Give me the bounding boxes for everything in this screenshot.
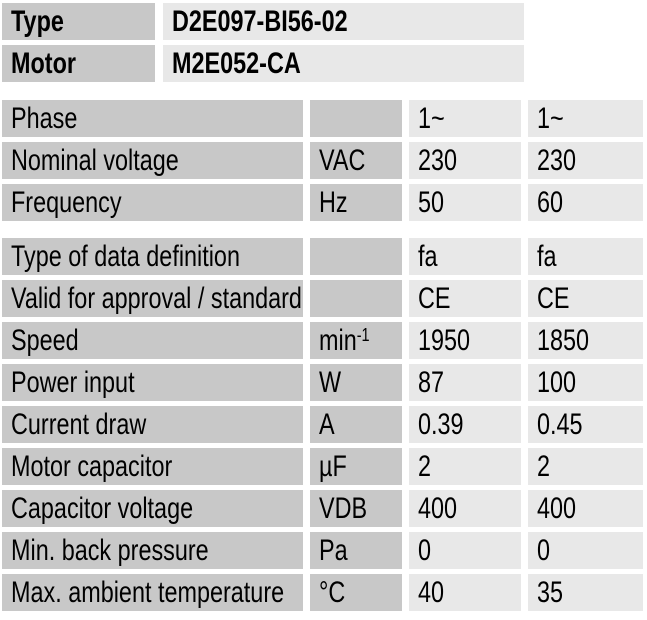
motor-capacitor-row-value-1: 2 bbox=[409, 448, 521, 485]
phase-row-unit bbox=[310, 100, 402, 137]
type-row-label: Type bbox=[2, 3, 155, 40]
motor-capacitor-row-value-2: 2 bbox=[528, 448, 643, 485]
speed-row-unit: $\min^{-1}$ bbox=[310, 322, 402, 359]
power-input-row-value-1: 87 bbox=[409, 364, 521, 401]
ambient-temperature-row-label: Max. ambient temperature bbox=[2, 574, 303, 611]
back-pressure-row-unit: Pa bbox=[310, 532, 402, 569]
frequency-row-value-1: 50 bbox=[409, 184, 521, 221]
speed-row-value-1: 1950 bbox=[409, 322, 521, 359]
data-definition-row-value-1: fa bbox=[409, 238, 521, 275]
power-input-row-value-2: 100 bbox=[528, 364, 643, 401]
frequency-row-unit: Hz bbox=[310, 184, 402, 221]
current-draw-row-value-1: 0.39 bbox=[409, 406, 521, 443]
speed-row-value-2: 1850 bbox=[528, 322, 643, 359]
power-table bbox=[2, 100, 647, 221]
title-table bbox=[2, 3, 647, 82]
phase-row-label: Phase bbox=[2, 100, 303, 137]
approval-row-value-1: CE bbox=[409, 280, 521, 317]
nominal-voltage-row-label: Nominal voltage bbox=[2, 142, 303, 179]
data-definition-row-value-2: fa bbox=[528, 238, 643, 275]
motor-capacitor-row-unit: µF bbox=[310, 448, 402, 485]
back-pressure-row-value-2: 0 bbox=[528, 532, 643, 569]
data-definition-row-label: Type of data definition bbox=[2, 238, 303, 275]
ambient-temperature-row-unit: °C bbox=[310, 574, 402, 611]
approval-row-value-2: CE bbox=[528, 280, 643, 317]
type-row-value: D2E097-BI56-02 bbox=[163, 3, 524, 40]
power-input-row-unit: W bbox=[310, 364, 402, 401]
power-input-row-label: Power input bbox=[2, 364, 303, 401]
motor-row-label: Motor bbox=[2, 45, 155, 82]
ambient-temperature-row-value-2: 35 bbox=[528, 574, 643, 611]
capacitor-voltage-row-value-2: 400 bbox=[528, 490, 643, 527]
current-draw-row-value-2: 0.45 bbox=[528, 406, 643, 443]
ambient-temperature-row-value-1: 40 bbox=[409, 574, 521, 611]
phase-row-value-2: 1~ bbox=[528, 100, 643, 137]
motor-row-value: M2E052-CA bbox=[163, 45, 524, 82]
nominal-voltage-row-unit: VAC bbox=[310, 142, 402, 179]
capacitor-voltage-row-label: Capacitor voltage bbox=[2, 490, 303, 527]
current-draw-row-unit: A bbox=[310, 406, 402, 443]
back-pressure-row-label: Min. back pressure bbox=[2, 532, 303, 569]
data-definition-row-unit bbox=[310, 238, 402, 275]
frequency-row-label: Frequency bbox=[2, 184, 303, 221]
approval-row-unit bbox=[310, 280, 402, 317]
frequency-row-value-2: 60 bbox=[528, 184, 643, 221]
back-pressure-row-value-1: 0 bbox=[409, 532, 521, 569]
phase-row-value-1: 1~ bbox=[409, 100, 521, 137]
capacitor-voltage-row-value-1: 400 bbox=[409, 490, 521, 527]
spec-table bbox=[2, 238, 647, 611]
current-draw-row-label: Current draw bbox=[2, 406, 303, 443]
motor-capacitor-row-label: Motor capacitor bbox=[2, 448, 303, 485]
capacitor-voltage-row-unit: VDB bbox=[310, 490, 402, 527]
approval-row-label: Valid for approval / standard bbox=[2, 280, 303, 317]
nominal-voltage-row-value-2: 230 bbox=[528, 142, 643, 179]
nominal-voltage-row-value-1: 230 bbox=[409, 142, 521, 179]
speed-row-label: Speed bbox=[2, 322, 303, 359]
